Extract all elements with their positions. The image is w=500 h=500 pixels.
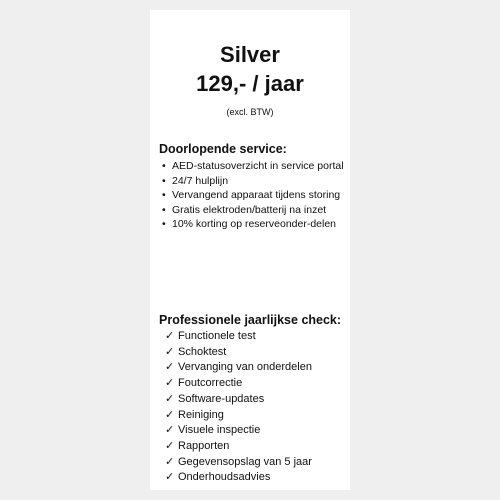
list-item [162, 159, 350, 174]
bullet-icon: • [162, 203, 166, 216]
checkmark-icon: ✓ [165, 455, 175, 468]
list-item [165, 376, 350, 392]
list-item [165, 408, 350, 424]
check-item-text: Functionele test [178, 330, 256, 342]
checkmark-icon: ✓ [165, 392, 175, 405]
service-item-text: Gratis elektroden/batterij na inzet [172, 203, 327, 216]
tax-note: (excl. BTW) [226, 107, 274, 117]
check-item-text: Software-updates [178, 392, 265, 405]
check-list [165, 329, 350, 486]
list-item [165, 345, 350, 361]
check-item-text: Visuele inspectie [178, 424, 261, 437]
checkmark-icon: ✓ [165, 408, 175, 421]
check-item-text: Foutcorrectie [178, 377, 243, 390]
service-item-text: AED-statusoverzicht in service portal [172, 160, 344, 172]
list-item [165, 470, 350, 486]
bullet-icon: • [162, 160, 166, 172]
list-item [165, 439, 350, 455]
list-item [165, 329, 350, 345]
checkmark-icon: ✓ [165, 361, 175, 374]
checkmark-icon: ✓ [165, 330, 175, 342]
check-item-text: Reiniging [178, 408, 224, 421]
bullet-icon: • [162, 189, 166, 202]
list-item [162, 217, 350, 232]
plan-price: 129,- / jaar [196, 71, 304, 96]
list-item [165, 455, 350, 471]
pricing-card [150, 10, 350, 490]
service-item-text: 24/7 hulplijn [172, 174, 229, 187]
service-item-text: Vervangend apparaat tijdens storing [172, 189, 341, 202]
check-item-text: Vervanging van onderdelen [178, 361, 312, 374]
check-heading: Professionele jaarlijkse check: [159, 313, 342, 327]
check-item-text: Gegevensopslag van 5 jaar [178, 455, 312, 468]
bullet-icon: • [162, 218, 166, 231]
checkmark-icon: ✓ [165, 424, 175, 437]
checkmark-icon: ✓ [165, 345, 175, 358]
list-item [162, 174, 350, 189]
check-item-text: Onderhoudsadvies [178, 471, 271, 484]
list-item [165, 423, 350, 439]
checkmark-icon: ✓ [165, 377, 175, 390]
service-heading: Doorlopende service: [159, 142, 287, 156]
service-item-text: 10% korting op reserveonder-delen [172, 218, 337, 231]
list-item [162, 203, 350, 218]
bullet-icon: • [162, 174, 166, 187]
list-item [165, 360, 350, 376]
list-item [162, 188, 350, 203]
list-item [165, 392, 350, 408]
checkmark-icon: ✓ [165, 439, 175, 452]
check-item-text: Schoktest [178, 345, 227, 358]
service-list [162, 159, 350, 232]
checkmark-icon: ✓ [165, 471, 175, 484]
check-item-text: Rapporten [178, 439, 230, 452]
plan-name: Silver [220, 42, 280, 67]
